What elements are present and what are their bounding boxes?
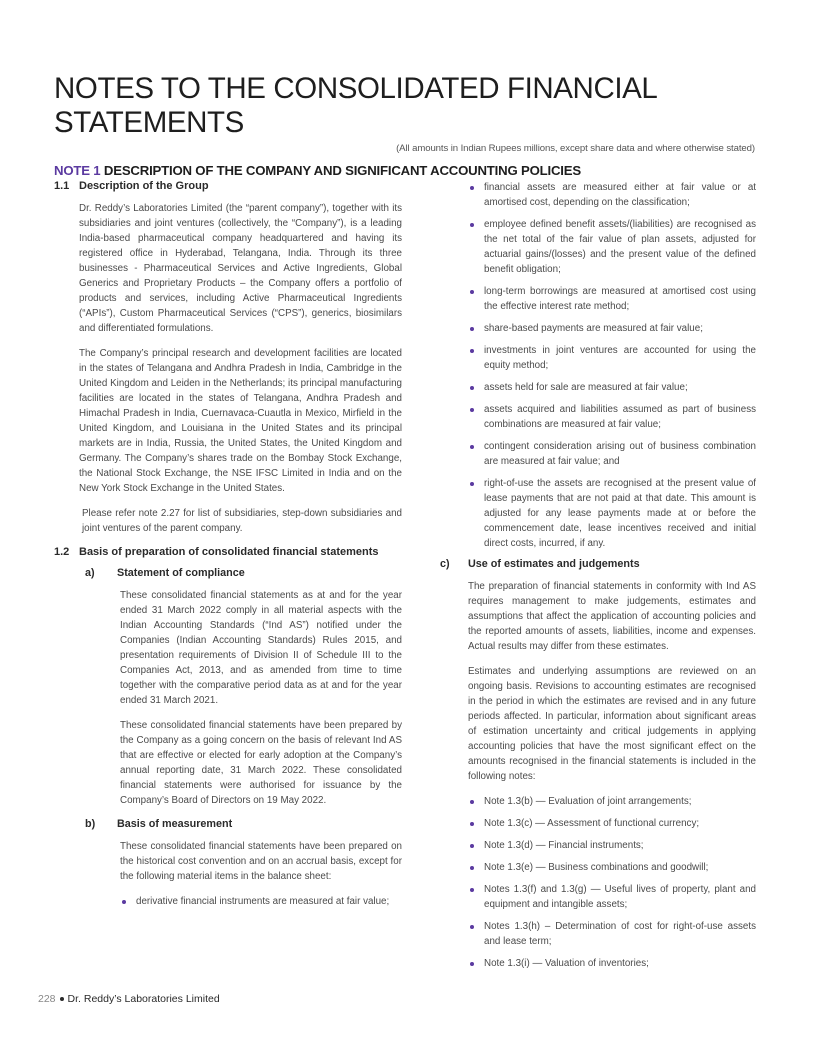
list-item: Note 1.3(c) — Assessment of functional currency; — [468, 816, 756, 831]
bullet-icon — [470, 408, 474, 412]
list-item: right-of-use the assets are recognised at the present value of lease payments that are not paid at that date. This amount is adjusted for any lease payments made at or before the commencement date, lease incentives received and initial direct costs, incurred, if any. — [468, 476, 756, 551]
note-number: NOTE 1 — [54, 163, 101, 178]
subsection-c-heading — [440, 558, 756, 570]
bullet-icon — [470, 925, 474, 929]
section-title: Description of the Group — [79, 180, 209, 192]
section-title: Basis of preparation of consolidated financial statements — [79, 546, 379, 558]
subsection-b-heading — [82, 818, 402, 830]
note-heading — [54, 163, 581, 178]
section-1-1-heading — [54, 180, 402, 192]
estimates-notes-list — [468, 794, 756, 971]
company-name: Dr. Reddy’s Laboratories Limited — [67, 993, 220, 1005]
paragraph: These consolidated financial statements as at and for the year ended 31 March 2022 comply in all material aspects with the Indian Accounting Standards (“Ind AS”) notified under the Companies (Indian Accounting Standards) Rules 2015, and presentation requirements of Division II of Schedule III to the Companies Act, 2013, and as amended from time to time together with the comparative period data as at and for the year ended 31 March 2021. — [120, 590, 402, 706]
list-item: contingent consideration arising out of business combination are measured at fair value; and — [468, 439, 756, 469]
section-number: 1.2 — [54, 546, 70, 558]
subsection-title: Use of estimates and judgements — [468, 558, 640, 570]
list-item: Note 1.3(e) — Business combinations and goodwill; — [468, 860, 756, 875]
list-item: Note 1.3(i) — Valuation of inventories; — [468, 956, 756, 971]
list-item: assets held for sale are measured at fair value; — [468, 380, 756, 395]
bullet-separator-icon — [60, 997, 64, 1001]
note-title: DESCRIPTION OF THE COMPANY AND SIGNIFICANT ACCOUNTING POLICIES — [103, 163, 581, 178]
paragraph: Estimates and underlying assumptions are reviewed on an ongoing basis. Revisions to accounting estimates are recognised in the period in which the estimates are revised and in any future periods affected. In particular, information about significant areas of estimation uncertainty and critical judgements in applying accounting policies that have the most significant effect on the amounts recognised in the financial statements is included in the following notes: — [468, 666, 756, 782]
bullet-icon — [470, 866, 474, 870]
measurement-list-continued — [468, 180, 756, 551]
list-item: employee defined benefit assets/(liabilities) are recognised as the net total of the fair value of plan assets, adjusted for actuarial gains/(losses) and the present value of the defined benefit obligation; — [468, 217, 756, 277]
bullet-icon — [470, 844, 474, 848]
list-item: long-term borrowings are measured at amortised cost using the effective interest rate method; — [468, 284, 756, 314]
bullet-icon — [470, 223, 474, 227]
paragraph: These consolidated financial statements have been prepared on the historical cost convention and on an accrual basis, except for the following material items in the balance sheet: — [120, 841, 402, 882]
section-number: 1.1 — [54, 180, 70, 192]
bullet-icon — [470, 445, 474, 449]
bullet-icon — [122, 900, 126, 904]
units-note: (All amounts in Indian Rupees millions, except share data and where otherwise stated) — [396, 143, 755, 154]
list-item: assets acquired and liabilities assumed as part of business combinations are measured at fair value; — [468, 402, 756, 432]
subsection-title: Statement of compliance — [117, 567, 245, 579]
page-number: 228 — [38, 993, 56, 1005]
list-item: investments in joint ventures are accounted for using the equity method; — [468, 343, 756, 373]
paragraph: The Company’s principal research and development facilities are located in the states of Telangana and Andhra Pradesh in India, Cambridge in the United Kingdom and Leiden in the Netherlands; its principal manufacturing facilities are located in the states of Telangana, Andhra Pradesh and Himachal Pradesh in India, Cuernavaca-Cuautla in Mexico, Mirfield in the United Kingdom, and Louisiana in the United States and its principal markets are in India, Russia, the United States, the United Kingdom and Germany. The Company’s shares trade on the Bombay Stock Exchange, the National Stock Exchange, the NSE IFSC Limited in India and on the New York Stock Exchange in the United States. — [79, 348, 402, 494]
bullet-icon — [470, 386, 474, 390]
paragraph: Please refer note 2.27 for list of subsidiaries, step-down subsidiaries and joint ventures of the parent company. — [82, 508, 402, 534]
list-item: financial assets are measured either at fair value or at amortised cost, depending on the classification; — [468, 180, 756, 210]
right-column — [440, 180, 756, 978]
bullet-icon — [470, 327, 474, 331]
bullet-icon — [470, 888, 474, 892]
list-item: Notes 1.3(h) – Determination of cost for right-of-use assets and lease term; — [468, 919, 756, 949]
list-item: share-based payments are measured at fair value; — [468, 321, 756, 336]
list-item: Notes 1.3(f) and 1.3(g) — Useful lives of property, plant and equipment and intangible assets; — [468, 882, 756, 912]
bullet-icon — [470, 800, 474, 804]
bullet-icon — [470, 962, 474, 966]
list-item: Note 1.3(d) — Financial instruments; — [468, 838, 756, 853]
paragraph: These consolidated financial statements have been prepared by the Company as a going concern on the basis of relevant Ind AS that are effective or elected for early adoption at the Company’s annual reporting date, 31 March 2022. These consolidated financial statements were authorised for issuance by the Company’s Board of Directors on 19 May 2022. — [120, 720, 402, 806]
paragraph: Dr. Reddy’s Laboratories Limited (the “parent company”), together with its subsidiaries and joint ventures (collectively, the “Company”), is a leading India-based pharmaceutical company headquartered and having its registered office in Hyderabad, Telangana, India. Through its three businesses - Pharmaceutical Services and Active Ingredients, Global Generics and Proprietary Products – the Company offers a portfolio of products and services, including Active Pharmaceutical Ingredients (“APIs”), Custom Pharmaceutical Services (“CPS”), generics, biosimilars and differentiated formulations. — [79, 203, 402, 334]
subsection-a-heading — [82, 567, 402, 579]
list-item: Note 1.3(b) — Evaluation of joint arrangements; — [468, 794, 756, 809]
page-title: NOTES TO THE CONSOLIDATED FINANCIAL STATEMENTS — [54, 72, 657, 139]
bullet-icon — [470, 482, 474, 486]
left-column — [54, 180, 402, 916]
page-footer — [38, 993, 220, 1005]
bullet-icon — [470, 349, 474, 353]
subsection-label: a) — [85, 567, 95, 579]
bullet-icon — [470, 186, 474, 190]
list-item: derivative financial instruments are measured at fair value; — [120, 894, 402, 909]
bullet-icon — [470, 290, 474, 294]
subsection-label: c) — [440, 558, 450, 570]
bullet-icon — [470, 822, 474, 826]
section-1-2-heading — [54, 546, 402, 558]
subsection-label: b) — [85, 818, 96, 830]
paragraph: The preparation of financial statements in conformity with Ind AS requires management to make judgements, estimates and assumptions that affect the application of accounting policies and the reported amounts of assets, liabilities, income and expenses. Actual results may differ from these estimates. — [468, 581, 756, 652]
measurement-list — [120, 894, 402, 909]
subsection-title: Basis of measurement — [117, 818, 233, 830]
